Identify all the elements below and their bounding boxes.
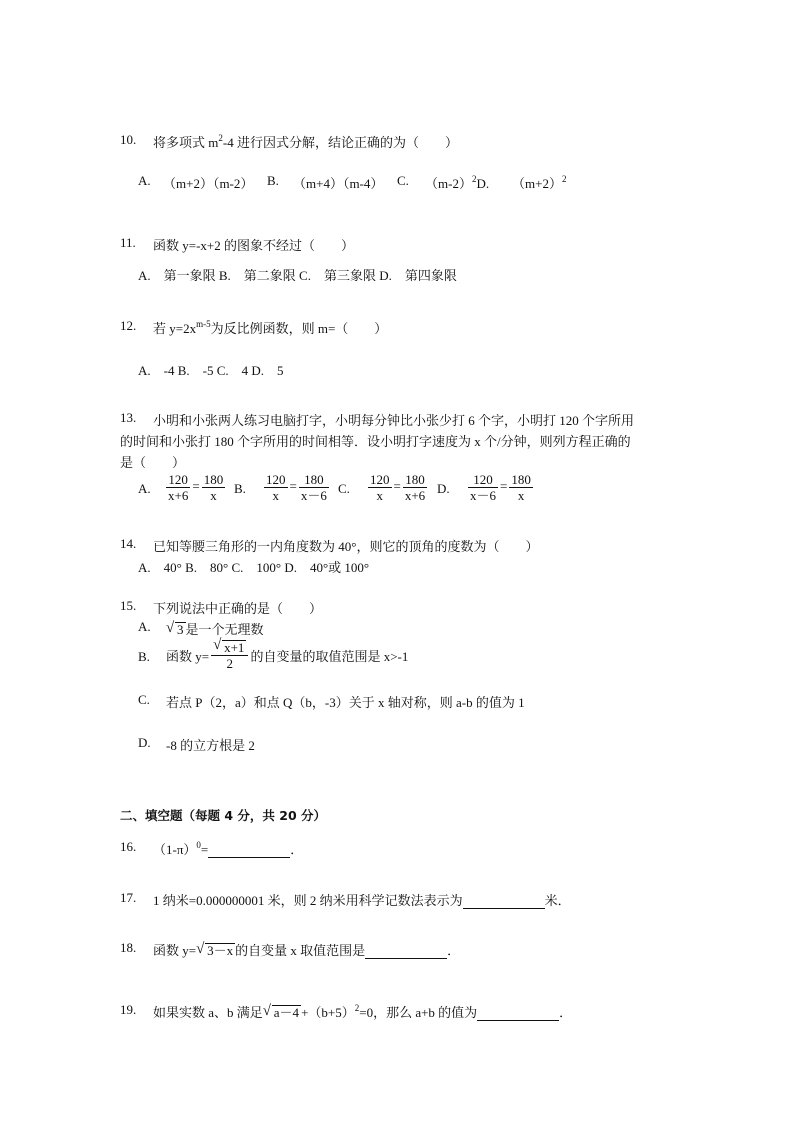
square-root: √ a－4	[262, 1003, 300, 1020]
question-stem: $(1-\pi)^0=$ ．	[153, 840, 304, 857]
answer-blank[interactable]	[365, 944, 447, 959]
option-d: $(m+2)^2$	[512, 174, 567, 191]
radical-sign-icon: √	[262, 1003, 272, 1019]
question-stem: 若 $y=2x^{m-5}$为反比例函数，则 m=（ ）	[153, 319, 388, 336]
fraction: √ x+1 2	[211, 640, 248, 671]
question-stem: 1 纳米=0.000000001 米，则 2 纳米用科学记数法表示为 米．	[153, 893, 571, 908]
option-a-label: A.	[138, 619, 151, 634]
question-number: 10.	[120, 132, 137, 147]
option-b: （m+4）（m-4）	[293, 176, 384, 191]
question-number: 12.	[120, 318, 137, 333]
question-stem: 下列说法中正确的是（ ）	[153, 601, 323, 616]
fraction: $\frac{120}{x}$	[370, 472, 390, 503]
fraction: $\frac{180}{x}$	[511, 472, 531, 503]
section-title: 二、填空题（每题 4 分，共 20 分）	[120, 808, 327, 823]
question-stem: 函数 y= √ 3－x 的自变量 x 取值范围是 ．	[153, 941, 461, 958]
option-d-equation: $\frac{120}{x-6}$ = $\frac{180}{x}$	[470, 472, 531, 503]
option-d-text: -8 的立方根是 2	[166, 738, 255, 753]
answer-blank[interactable]	[463, 894, 545, 909]
option-c: $(m-2)^2D$.	[425, 174, 490, 191]
question-number: 15.	[120, 598, 137, 613]
square-root: √ 3－x	[196, 941, 234, 958]
question-stem-line-3: 是（ ）	[120, 455, 186, 470]
option-a-label: A.	[138, 173, 151, 188]
question-stem: 函数 y=-x+2 的图象不经过（ ）	[153, 238, 354, 253]
fraction: $\frac{120}{x+6}$	[168, 472, 189, 503]
option-c-text: 若点 P（2，a）和点 Q（b，-3）关于 x 轴对称，则 a-b 的值为 1	[166, 695, 525, 710]
question-number: 17.	[120, 890, 137, 905]
radical-sign-icon: √	[213, 637, 222, 653]
option-b-equation: $\frac{120}{x}$ = $\frac{180}{x-6}$	[266, 472, 327, 503]
fraction: $\frac{180}{x-6}$	[300, 472, 327, 503]
option-d-label: D.	[476, 176, 490, 191]
answer-blank[interactable]	[208, 843, 290, 858]
option-d-label: D.	[138, 735, 151, 750]
option-b-text: 函数 y= √ x+1 2 的自变量的取值范围是 x>-1	[166, 637, 409, 671]
radical-sign-icon: √	[196, 941, 205, 957]
option-d-label: D.	[437, 481, 450, 496]
answer-blank[interactable]	[477, 1006, 559, 1021]
fraction: $\frac{180}{x+6}$	[404, 472, 426, 503]
option-a-label: A.	[138, 481, 151, 496]
option-c-label: C.	[338, 481, 350, 496]
question-stem: 已知等腰三角形的一内角度数为 40°，则它的顶角的度数为（ ）	[153, 539, 539, 554]
question-number: 14.	[120, 536, 137, 551]
option-c-equation: $\frac{120}{x}$ = $\frac{180}{x+6}$	[370, 472, 426, 503]
option-b-label: B.	[234, 481, 246, 496]
fraction: $\frac{180}{x}$	[203, 472, 224, 503]
option-a-equation: $\frac{120}{x+6}$ = $\frac{180}{x}$	[168, 472, 224, 503]
fraction: $\frac{120}{x}$	[266, 472, 286, 503]
question-number: 16.	[120, 839, 137, 854]
question-number: 13.	[120, 410, 137, 425]
question-number: 19.	[120, 1002, 137, 1017]
question-number: 11.	[120, 235, 136, 250]
options: A. 第一象限 B. 第二象限 C. 第三象限 D. 第四象限	[138, 268, 457, 283]
option-b-label: B.	[267, 173, 279, 188]
option-a: （m+2）（m-2）	[163, 176, 254, 191]
option-c-label: C.	[138, 692, 150, 707]
square-root: √ x+1	[213, 637, 245, 655]
question-stem-line-2: 的时间和小张打 180 个字所用的时间相等．设小明打字速度为 x 个/分钟，则列方程正确的	[120, 434, 631, 449]
question-number: 18.	[120, 940, 137, 955]
square-root: √ 3	[166, 620, 184, 637]
option-b-label: B.	[138, 649, 150, 664]
question-stem: 将多项式 $m^2-4$ 进行因式分解，结论正确的为（ ）	[153, 133, 458, 150]
question-stem: 如果实数 a、b 满足 √ $a-4 +(b+5)^2=0$，那么 a+b 的值为 ．	[153, 1003, 573, 1020]
option-a-text: √ 3 是一个无理数	[166, 620, 264, 637]
question-stem-line-1: 小明和小张两人练习电脑打字，小明每分钟比小张少打 6 个字，小明打 120 个字所用	[153, 413, 635, 428]
radical-sign-icon: √	[166, 620, 175, 636]
options: A. -4 B. -5 C. 4 D. 5	[138, 363, 284, 378]
options: A. 40° B. 80° C. 100° D. 40°或 100°	[138, 560, 370, 575]
option-c-label: C.	[397, 173, 409, 188]
fraction: $\frac{120}{x-6}$	[470, 472, 497, 503]
